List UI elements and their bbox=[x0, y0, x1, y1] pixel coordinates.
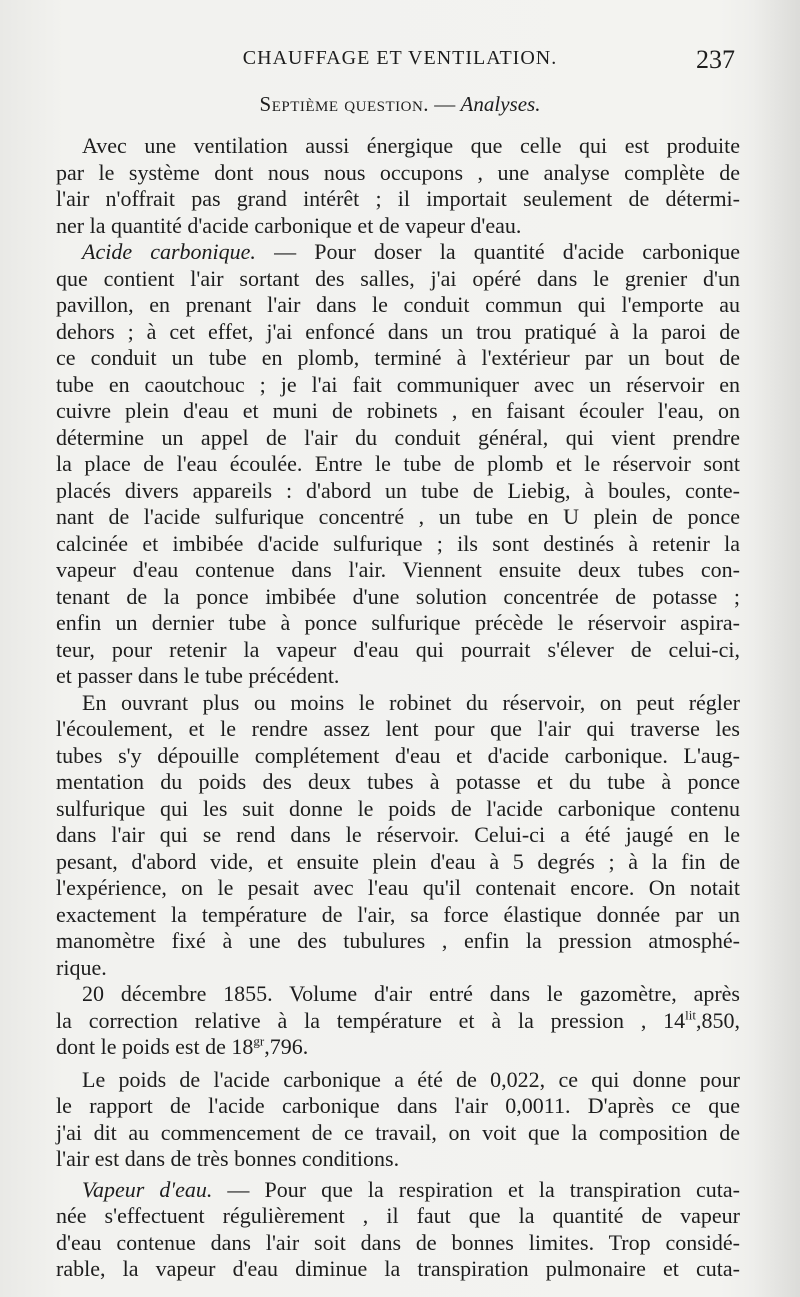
body-text bbox=[56, 133, 740, 1283]
text-line: tubes s'y dépouille complétement d'eau et d'acide carbonique. L'aug- bbox=[56, 742, 740, 768]
text-line: que contient l'air sortant des salles, j'ai opéré dans le grenier d'un bbox=[56, 265, 740, 291]
text-line: l'air est dans de très bonnes conditions. bbox=[56, 1146, 400, 1171]
text-line: rable, la vapeur d'eau diminue la transpiration pulmonaire et cuta- bbox=[56, 1256, 740, 1281]
text-line: détermine un appel de l'air du conduit général, qui vient prendre bbox=[56, 424, 740, 450]
paragraph-vapeur-eau bbox=[56, 1177, 740, 1283]
text-line: En ouvrant plus ou moins le robinet du réservoir, on peut régler bbox=[82, 689, 740, 715]
section-topic: Analyses. bbox=[460, 92, 541, 116]
text-line: et passer dans le tube précédent. bbox=[56, 663, 340, 688]
section-dash: — bbox=[434, 92, 456, 116]
text-line: placés divers appareils : d'abord un tube de Liebig, à boules, conte- bbox=[56, 477, 740, 503]
text-line: la place de l'eau écoulée. Entre le tube de plomb et le réservoir sont bbox=[56, 451, 740, 476]
running-head-title: CHAUFFAGE ET VENTILATION. bbox=[242, 47, 558, 69]
text-line: née s'effectuent régulièrement , il faut que la quantité de vapeur bbox=[56, 1203, 740, 1228]
text-line: tube en caoutchouc ; je l'ai fait communiquer avec un réservoir en bbox=[56, 371, 740, 397]
text-line: nant de l'acide sulfurique concentré , un tube en U plein de ponce bbox=[56, 504, 740, 529]
text-line: l'air n'offrait pas grand intérêt ; il importait seulement de détermi- bbox=[56, 186, 740, 211]
text-line: teur, pour retenir la vapeur d'eau qui pourrait s'élever de celui-ci, bbox=[56, 636, 740, 662]
page-edge-shadow bbox=[752, 0, 800, 1297]
text-line: Avec une ventilation aussi énergique que celle qui est produite bbox=[82, 133, 740, 158]
text-line: par le système dont nous nous occupons , une analyse complète de bbox=[56, 159, 740, 185]
paragraph-acide-carbonique bbox=[56, 239, 740, 690]
text-line: dont le poids est de $18^{gr},796$. bbox=[56, 1033, 309, 1059]
text-line: exactement la température de l'air, sa force élastique donnée par un bbox=[56, 901, 740, 927]
text-line: vapeur d'eau contenue dans l'air. Viennent ensuite deux tubes con- bbox=[56, 557, 740, 582]
text-line: Vapeur d'eau. — Pour que la respiration et la transpiration cuta- bbox=[82, 1176, 741, 1202]
paragraph-measurement bbox=[56, 981, 740, 1061]
text-line: pesant, d'abord vide, et ensuite plein d'eau à 5 degrés ; à la fin de bbox=[56, 848, 740, 874]
section-heading bbox=[0, 92, 800, 117]
text-line: dehors ; à cet effet, j'ai enfoncé dans un trou pratiqué à la paroi de bbox=[56, 318, 740, 344]
text-line: ner la quantité d'acide carbonique et de vapeur d'eau. bbox=[56, 212, 522, 238]
text-line: ce conduit un tube en plomb, terminé à l'extérieur par un bout de bbox=[56, 345, 740, 370]
text-line: calcinée et imbibée d'acide sulfurique ; ils sont destinés à retenir la bbox=[56, 530, 740, 556]
text-line: Le poids de l'acide carbonique a été de 0,022, ce qui donne pour bbox=[82, 1066, 740, 1092]
text-line: cuivre plein d'eau et muni de robinets , en faisant écouler l'eau, on bbox=[56, 398, 740, 423]
paragraph-intro bbox=[56, 133, 740, 239]
text-line: d'eau contenue dans l'air soit dans de bonnes limites. Trop considé- bbox=[56, 1229, 740, 1255]
unit-gram: gr bbox=[253, 1033, 265, 1049]
text-line: pavillon, en prenant l'air dans le conduit commun qui l'emporte au bbox=[56, 292, 740, 317]
page-number: 237 bbox=[696, 45, 735, 74]
text-line: la correction relative à la température et à la pression , $14^{lit},850$, bbox=[56, 1007, 740, 1033]
text-line: tenant de la ponce imbibée d'une solution concentrée de potasse ; bbox=[56, 583, 740, 609]
paragraph-ecoulement bbox=[56, 690, 740, 982]
text-line: mentation du poids des deux tubes à potasse et du tube à ponce bbox=[56, 769, 740, 794]
text-line: j'ai dit au commencement de ce travail, on voit que la composition de bbox=[56, 1119, 740, 1145]
unit-litre: lit bbox=[685, 1007, 696, 1023]
text-line: 20 décembre 1855. Volume d'air entré dans le gazomètre, après bbox=[82, 981, 740, 1006]
text-line: dans l'air qui se rend dans le réservoir. Celui-ci a été jaugé en le bbox=[56, 822, 740, 847]
text-line: l'écoulement, et le rendre assez lent pour que l'air qui traverse les bbox=[56, 716, 740, 741]
section-label: Septième question. bbox=[259, 92, 430, 116]
paragraph-lead: Acide carbonique. bbox=[82, 239, 256, 264]
text-line: l'expérience, on le pesait avec l'eau qu'il contenait encore. On notait bbox=[56, 875, 740, 900]
text-line: le rapport de l'acide carbonique dans l'air 0,0011. D'après ce que bbox=[56, 1093, 740, 1118]
text-line: Acide carbonique. — Pour doser la quantité d'acide carbonique bbox=[82, 239, 740, 264]
text-line: sulfurique qui les suit donne le poids de l'acide carbonique contenu bbox=[56, 795, 740, 821]
running-head bbox=[55, 45, 745, 81]
paragraph-result bbox=[56, 1067, 740, 1173]
text-line: rique. bbox=[56, 954, 107, 980]
paragraph-lead: Vapeur d'eau. bbox=[82, 1176, 213, 1202]
text-line: enfin un dernier tube à ponce sulfurique précède le réservoir aspira- bbox=[56, 610, 740, 635]
text-line: manomètre fixé à une des tubulures , enfin la pression atmosphé- bbox=[56, 928, 740, 953]
